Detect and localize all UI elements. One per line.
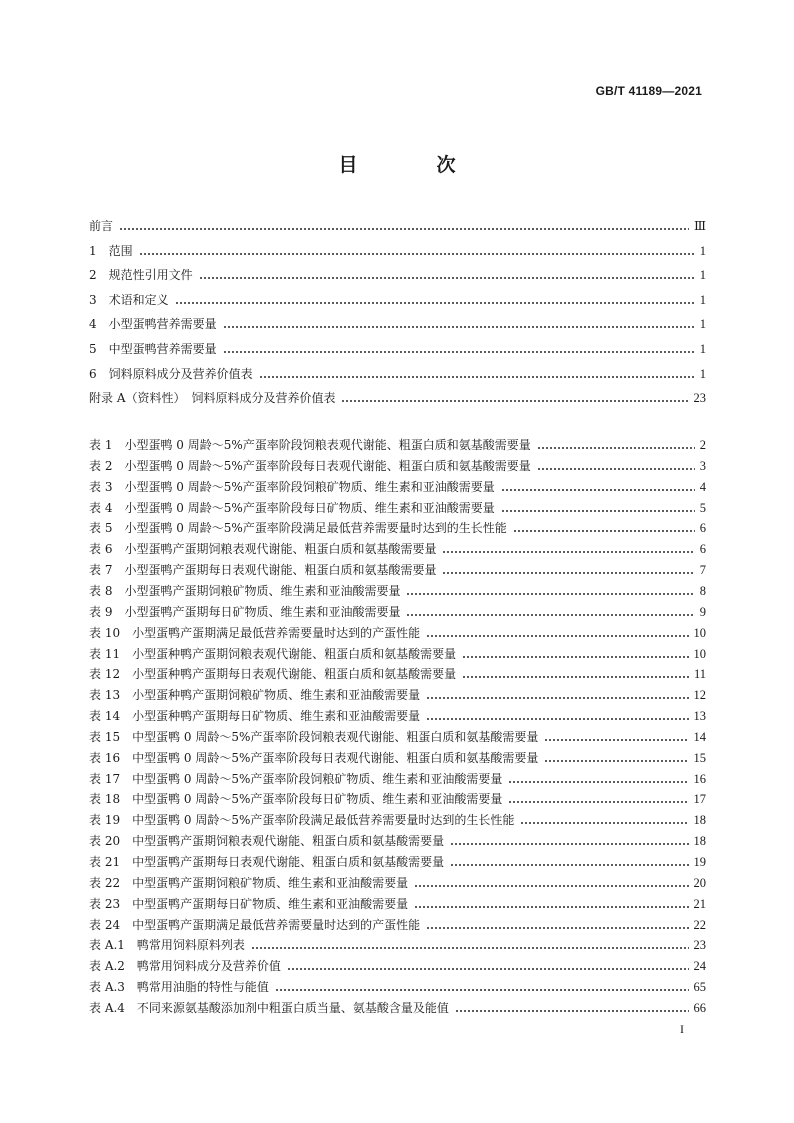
toc-table-entry-page: 18: [693, 813, 706, 828]
dot-leader: [520, 822, 688, 824]
toc-chapter-entry-page: 1: [699, 366, 706, 381]
toc-table-entry[interactable]: [89, 975, 706, 995]
dot-leader: [462, 676, 689, 678]
dot-leader: [442, 572, 694, 574]
toc-table-entry[interactable]: [89, 662, 706, 682]
toc-table-entry[interactable]: [89, 475, 706, 495]
toc-table-entry-page: 17: [693, 792, 706, 807]
toc-table-entry[interactable]: [89, 871, 706, 891]
toc-table-entry-page: 20: [693, 875, 706, 890]
toc-table-entry-label: 表 4 小型蛋鸭 0 周龄～5%产蛋率阶段每日矿物质、维生素和亚油酸需要量: [89, 500, 495, 515]
toc-table-entry-label: 表 9 小型蛋鸭产蛋期每日矿物质、维生素和亚油酸需要量: [89, 604, 401, 619]
toc-table-entry-label: 表 13 小型蛋种鸭产蛋期饲粮矿物质、维生素和亚油酸需要量: [89, 688, 421, 703]
dot-leader: [450, 864, 688, 866]
page-title: 目 次: [338, 154, 486, 176]
dot-leader: [119, 228, 689, 230]
toc-table-entry-label: 表 8 小型蛋鸭产蛋期饲粮矿物质、维生素和亚油酸需要量: [89, 583, 401, 598]
toc-table-entry-label: 表 22 中型蛋鸭产蛋期饲粮矿物质、维生素和亚油酸需要量: [89, 875, 409, 890]
toc-table-entry-page: 7: [699, 563, 706, 578]
toc-table-entry-label: 表 14 小型蛋种鸭产蛋期每日矿物质、维生素和亚油酸需要量: [89, 709, 421, 724]
toc-table-entry-label: 表 A.1 鸭常用饲料原料列表: [89, 938, 245, 953]
toc-table-entry[interactable]: [89, 996, 706, 1016]
dot-leader: [259, 376, 695, 378]
toc-chapter-entry[interactable]: [89, 386, 706, 406]
toc-table-entry-page: 15: [693, 750, 706, 765]
toc-table-entry-label: 表 15 中型蛋鸭 0 周龄～5%产蛋率阶段饲粮表观代谢能、粗蛋白质和氨基酸需要量: [89, 729, 539, 744]
toc-table-entry-label: 表 24 中型蛋鸭产蛋期满足最低营养需要量时达到的产蛋性能: [89, 917, 421, 932]
toc-table-entry-page: 11: [693, 667, 706, 682]
toc-table-entry[interactable]: [89, 496, 706, 516]
toc-table-entry-page: 24: [693, 959, 706, 974]
toc-table-entry[interactable]: [89, 725, 706, 745]
toc-table-entry-label: 表 3 小型蛋鸭 0 周龄～5%产蛋率阶段饲粮矿物质、维生素和亚油酸需要量: [89, 479, 495, 494]
standard-code: GB/T 41189—2021: [595, 84, 702, 98]
toc-chapter-entry-label: 1 范围: [89, 243, 133, 258]
toc-table-entry-label: 表 6 小型蛋鸭产蛋期饲粮表观代谢能、粗蛋白质和氨基酸需要量: [89, 542, 437, 557]
toc-chapter-entry-page: 23: [693, 391, 706, 406]
toc-table-entry[interactable]: [89, 537, 706, 557]
dot-leader: [513, 530, 695, 532]
toc-table-entry-label: 表 A.2 鸭常用饲料成分及营养价值: [89, 959, 281, 974]
toc-table-entry-label: 表 17 中型蛋鸭 0 周龄～5%产蛋率阶段饲粮矿物质、维生素和亚油酸需要量: [89, 771, 503, 786]
toc-table-entry-page: 16: [693, 771, 706, 786]
dot-leader: [414, 906, 688, 908]
toc-table-entry[interactable]: [89, 933, 706, 953]
dot-leader: [341, 400, 688, 402]
toc-table-entry-label: 表 7 小型蛋鸭产蛋期每日表观代谢能、粗蛋白质和氨基酸需要量: [89, 563, 437, 578]
toc-table-entry[interactable]: [89, 954, 706, 974]
toc-table-entry-page: 8: [699, 583, 706, 598]
toc-table-entry[interactable]: [89, 433, 706, 453]
dot-leader: [442, 551, 694, 553]
toc-chapter-entry-label: 附录 A（资料性） 饲料原料成分及营养价值表: [89, 391, 336, 406]
dot-leader: [287, 968, 689, 970]
toc-chapter-entry-label: 前言: [89, 219, 114, 233]
dot-leader: [414, 885, 688, 887]
toc-table-entry-label: 表 11 小型蛋种鸭产蛋期饲粮表观代谢能、粗蛋白质和氨基酸需要量: [89, 646, 457, 661]
dot-leader: [175, 302, 695, 304]
page-number: I: [680, 1022, 684, 1036]
toc-table-entry-page: 10: [693, 646, 706, 661]
toc-chapter-entry-label: 6 饲料原料成分及营养价值表: [89, 366, 253, 381]
dot-leader: [199, 277, 695, 279]
dot-leader: [450, 843, 688, 845]
dot-leader: [223, 351, 695, 353]
dot-leader: [537, 468, 695, 470]
toc-table-entry-page: 22: [693, 917, 706, 932]
toc-chapter-entry-page: 1: [699, 268, 706, 283]
toc-table-entry-page: 2: [699, 438, 706, 452]
toc-table-entry-page: 9: [699, 604, 706, 619]
toc-table-entry[interactable]: [89, 579, 706, 599]
dot-leader: [508, 801, 688, 803]
toc-table-entry-label: 表 A.4 不同来源氨基酸添加剂中粗蛋白质当量、氨基酸含量及能值: [89, 1000, 449, 1015]
toc-chapter-entry[interactable]: [89, 312, 706, 332]
toc-chapter-entry[interactable]: [89, 239, 706, 259]
toc-table-entry-page: 4: [699, 479, 706, 494]
dot-leader: [426, 697, 688, 699]
toc-table-entry-page: 65: [693, 980, 706, 995]
dot-leader: [544, 739, 688, 741]
toc-chapter-entry-page: 1: [699, 317, 706, 332]
dot-leader: [406, 593, 694, 595]
toc-table-entry-label: 表 12 小型蛋种鸭产蛋期每日表观代谢能、粗蛋白质和氨基酸需要量: [89, 667, 457, 682]
toc-table-entry[interactable]: [89, 892, 706, 912]
toc-table-entry-page: 14: [693, 729, 706, 744]
toc-table-entry-page: 13: [693, 709, 706, 724]
toc-table-entry[interactable]: [89, 746, 706, 766]
toc-table-entry-page: 21: [693, 896, 706, 911]
toc-table-entry-page: 12: [693, 688, 706, 703]
dot-leader: [139, 253, 695, 255]
toc-table-entry[interactable]: [89, 621, 706, 641]
dot-leader: [406, 614, 694, 616]
toc-chapter-entry[interactable]: [89, 263, 706, 283]
dot-leader: [251, 947, 689, 949]
toc-table-entry[interactable]: [89, 767, 706, 787]
dot-leader: [426, 927, 688, 929]
toc-table-entry[interactable]: [89, 516, 706, 536]
toc-table-entry-page: 23: [693, 938, 706, 953]
toc-chapter-entry-label: 2 规范性引用文件: [89, 268, 193, 283]
toc-table-entry-label: 表 23 中型蛋鸭产蛋期每日矿物质、维生素和亚油酸需要量: [89, 896, 409, 911]
toc-chapter-entry-page: 1: [699, 292, 706, 307]
toc-table-entry-label: 表 1 小型蛋鸭 0 周龄～5%产蛋率阶段饲粮表观代谢能、粗蛋白质和氨基酸需要量: [89, 438, 531, 452]
toc-chapter-entry-label: 4 小型蛋鸭营养需要量: [89, 317, 217, 332]
dot-leader: [455, 1010, 689, 1012]
toc-table-entry[interactable]: [89, 850, 706, 870]
toc-chapter-entry[interactable]: [89, 288, 706, 308]
toc-table-entry-page: 6: [699, 542, 706, 557]
dot-leader: [544, 760, 688, 762]
toc-table-entry[interactable]: [89, 454, 706, 474]
toc-table-entry-page: 5: [699, 500, 706, 515]
toc-table-entry-label: 表 A.3 鸭常用油脂的特性与能值: [89, 980, 269, 995]
toc-table-entry[interactable]: [89, 642, 706, 662]
toc-table-entry[interactable]: [89, 683, 706, 703]
toc-table-entry[interactable]: [89, 600, 706, 620]
dot-leader: [508, 781, 688, 783]
toc-table-entry-label: 表 21 中型蛋鸭产蛋期每日表观代谢能、粗蛋白质和氨基酸需要量: [89, 855, 445, 869]
toc-chapter-entry[interactable]: [89, 214, 706, 234]
toc-table-entry-label: 表 10 小型蛋鸭产蛋期满足最低营养需要量时达到的产蛋性能: [89, 625, 421, 640]
toc-table-entry-page: 6: [699, 521, 706, 536]
toc-chapter-entry-label: 3 术语和定义: [89, 292, 169, 307]
toc-table-entry[interactable]: [89, 787, 706, 807]
dot-leader: [537, 447, 695, 449]
toc-table-entry[interactable]: [89, 704, 706, 724]
toc-table-entry-label: 表 18 中型蛋鸭 0 周龄～5%产蛋率阶段每日矿物质、维生素和亚油酸需要量: [89, 792, 503, 807]
toc-table-entry-label: 表 19 中型蛋鸭 0 周龄～5%产蛋率阶段满足最低营养需要量时达到的生长性能: [89, 813, 515, 828]
toc-chapter-entry-page: 1: [699, 243, 706, 258]
toc-chapter-entry-page: Ⅲ: [693, 219, 706, 233]
toc-table-entry-label: 表 16 中型蛋鸭 0 周龄～5%产蛋率阶段每日表观代谢能、粗蛋白质和氨基酸需要量: [89, 750, 539, 765]
dot-leader: [426, 635, 688, 637]
toc-table-entry[interactable]: [89, 829, 706, 849]
dot-leader: [501, 510, 695, 512]
toc-chapter-entry-page: 1: [699, 342, 706, 356]
toc-table-entry-page: 3: [699, 458, 706, 473]
dot-leader: [426, 718, 688, 720]
toc-chapter-entry[interactable]: [89, 337, 706, 357]
toc-chapter-entry[interactable]: [89, 362, 706, 382]
toc-table-entry-label: 表 2 小型蛋鸭 0 周龄～5%产蛋率阶段每日表观代谢能、粗蛋白质和氨基酸需要量: [89, 458, 531, 473]
toc-table-entry-page: 66: [693, 1000, 706, 1015]
toc-table-entry[interactable]: [89, 808, 706, 828]
toc-chapter-entry-label: 5 中型蛋鸭营养需要量: [89, 342, 217, 356]
dot-leader: [462, 656, 688, 658]
dot-leader: [501, 489, 695, 491]
toc-table-entry-page: 18: [693, 834, 706, 849]
dot-leader: [275, 989, 689, 991]
toc-table-entry-label: 表 20 中型蛋鸭产蛋期饲粮表观代谢能、粗蛋白质和氨基酸需要量: [89, 834, 445, 849]
toc-table-entry-label: 表 5 小型蛋鸭 0 周龄～5%产蛋率阶段满足最低营养需要量时达到的生长性能: [89, 521, 507, 536]
toc-table-entry[interactable]: [89, 558, 706, 578]
dot-leader: [223, 326, 695, 328]
toc-table-entry[interactable]: [89, 913, 706, 933]
toc-table-entry-page: 10: [693, 625, 706, 640]
toc-table-entry-page: 19: [693, 855, 706, 869]
